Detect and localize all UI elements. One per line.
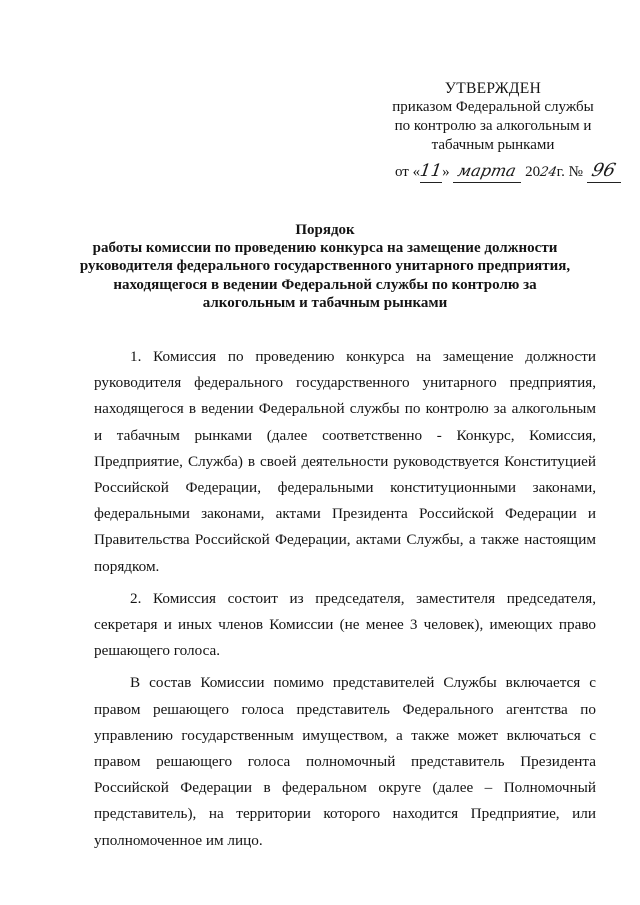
paragraph-3: В состав Комиссии помимо представителей Службы включается с правом решающего голоса представитель Федерального агентства по управлению государственным имуществом, а также может включаться с правом решающего голоса полномочный представитель Президента Российской Федерации в федеральном округе (далее – Полномочный представитель), на территории которого находится Предприятие, или уполномоченное им лицо. — [94, 674, 596, 849]
approval-date-line — [395, 160, 620, 185]
title-line: руководителя федерального государственного унитарного предприятия, — [79, 258, 571, 275]
approval-block — [378, 79, 608, 155]
handwritten-order-number: 96 — [589, 160, 618, 181]
approval-line: по контролю за алкогольным и — [394, 118, 592, 134]
date-year-end: г. № — [556, 164, 587, 180]
paragraph-2: 2. Комиссия состоит из председателя, заместителя председателя, секретаря и иных членов Комиссии (не менее 3 человек), имеющих право решающего голоса. — [94, 589, 596, 660]
approval-line: табачным рынками — [431, 137, 555, 153]
approval-heading: УТВЕРЖДЕН — [444, 80, 542, 97]
title-line: работы комиссии по проведению конкурса на замещение должности — [92, 240, 558, 257]
paragraph-1: 1. Комиссия по проведению конкурса на замещение должности руководителя федерального государственного унитарного предприятия, находящегося в ведении Федеральной службы по контролю за алкогольным и табачным рынками (далее соответственно - Конкурс, Комиссия, Предприятие, Служба) в своей деятельности руководствуется Конституцией Российской Федерации, федеральными конституционными законами, федеральными законами, актами Президента Российской Федерации и Правительства Российской Федерации, актами Службы, а также настоящим порядком. — [94, 348, 596, 575]
date-month-field — [453, 161, 521, 183]
title-heading: Порядок — [295, 222, 355, 238]
document-title — [60, 221, 590, 312]
handwritten-day: 11 — [418, 161, 444, 181]
document-body — [94, 344, 596, 860]
title-line: находящегося в ведении Федеральной службы по контролю за — [113, 276, 537, 293]
order-number-field — [587, 161, 621, 183]
title-line: алкогольным и табачным рынками — [202, 294, 448, 311]
date-year-prefix: 20 — [521, 164, 541, 180]
handwritten-year: 24 — [538, 165, 559, 180]
approval-line: приказом Федеральной службы — [392, 99, 594, 115]
date-prefix: от « — [395, 164, 421, 180]
date-mid: » — [442, 164, 454, 180]
date-day-field — [420, 161, 442, 183]
handwritten-month: марта — [456, 161, 519, 180]
